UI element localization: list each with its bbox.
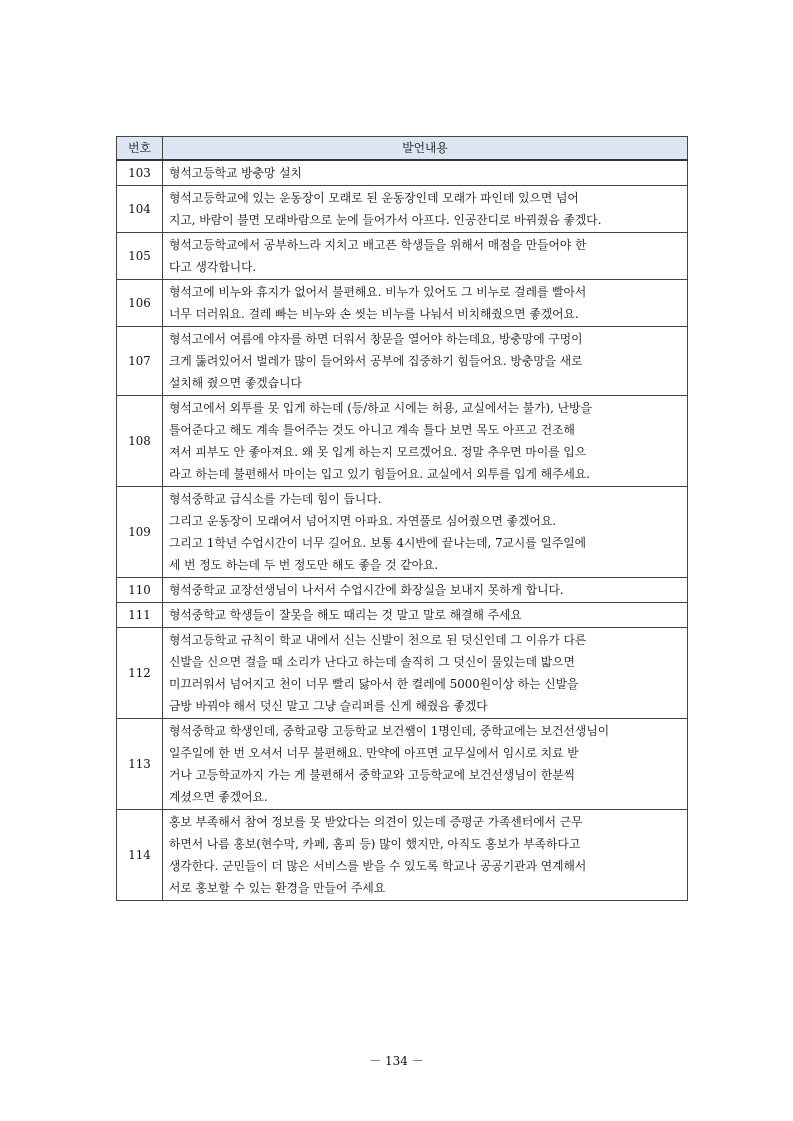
content-line: 계셨으면 좋겠어요. bbox=[169, 790, 268, 804]
content-line: 지고, 바람이 불면 모래바람으로 눈에 들어가서 아프다. 인공잔디로 바꿔줬음 좋겠다. bbox=[169, 213, 602, 227]
opinion-table bbox=[116, 136, 688, 901]
table-row bbox=[117, 719, 688, 810]
content-line: 라고 하는데 불편해서 마이는 입고 있기 힘들어요. 교실에서 외투를 입게 해주세요. bbox=[169, 467, 591, 481]
row-number: 103 bbox=[117, 160, 163, 186]
content-line: 형석고등학교에 있는 운동장이 모래로 된 운동장인데 모래가 파인데 있으면 넘어 bbox=[169, 191, 579, 205]
table-body bbox=[117, 160, 688, 901]
content-line: 져서 피부도 안 좋아져요. 왜 못 입게 하는지 모르겠어요. 정말 추우면 마이를 입으 bbox=[169, 445, 587, 459]
row-number: 109 bbox=[117, 487, 163, 578]
content-line: 형석고등학교에서 공부하느라 지치고 배고픈 학생들을 위해서 매점을 만들어야 한 bbox=[169, 238, 587, 252]
row-content bbox=[163, 280, 688, 327]
content-line: 금방 바꿔야 해서 덧신 말고 그냥 슬리퍼를 신게 해줬음 좋겠다 bbox=[169, 699, 488, 713]
content-line: 하면서 나름 홍보(현수막, 카페, 홈피 등) 많이 했지만, 아직도 홍보가 부족하다고 bbox=[169, 837, 581, 851]
table-row bbox=[117, 280, 688, 327]
content-line: 신발을 신으면 걸을 때 소리가 난다고 하는데 솔직히 그 덧신이 물있는데 밟으면 bbox=[169, 655, 575, 669]
content-line: 너무 더러워요. 걸레 빠는 비누와 손 씻는 비누를 나눠서 비치해줬으면 좋겠어요. bbox=[169, 307, 579, 321]
content-line: 설치해 줬으면 좋겠습니다 bbox=[169, 376, 302, 390]
content-line: 형석고등학교 규칙이 학교 내에서 신는 신발이 천으로 된 덧신인데 그 이유가 다른 bbox=[169, 633, 587, 647]
row-number: 104 bbox=[117, 186, 163, 233]
row-number: 106 bbox=[117, 280, 163, 327]
table-row bbox=[117, 810, 688, 901]
row-content bbox=[163, 396, 688, 487]
row-content bbox=[163, 578, 688, 603]
content-line: 미끄러워서 넘어지고 천이 너무 빨리 닳아서 한 켤레에 5000원이상 하는 신발을 bbox=[169, 677, 579, 691]
table-row bbox=[117, 396, 688, 487]
row-number: 111 bbox=[117, 603, 163, 628]
row-content bbox=[163, 233, 688, 280]
header-content: 발언내용 bbox=[163, 137, 688, 161]
row-content bbox=[163, 186, 688, 233]
row-number: 107 bbox=[117, 327, 163, 396]
content-line: 그리고 운동장이 모래여서 넘어지면 아파요. 자연풀로 심어줬으면 좋겠어요. bbox=[169, 514, 557, 528]
content-line: 형석고에 비누와 휴지가 없어서 불편해요. 비누가 있어도 그 비누로 걸레를 빨아서 bbox=[169, 285, 587, 299]
row-number: 114 bbox=[117, 810, 163, 901]
content-line: 형석중학교 학생들이 잘못을 해도 때리는 것 말고 말로 해결해 주세요 bbox=[169, 608, 522, 622]
row-number: 108 bbox=[117, 396, 163, 487]
content-line: 세 번 정도 하는데 두 번 정도만 해도 좋을 것 같아요. bbox=[169, 558, 439, 572]
table-row bbox=[117, 578, 688, 603]
table-row bbox=[117, 628, 688, 719]
row-content bbox=[163, 810, 688, 901]
content-line: 다고 생각합니다. bbox=[169, 260, 257, 274]
row-content bbox=[163, 628, 688, 719]
table-row bbox=[117, 160, 688, 186]
row-number: 105 bbox=[117, 233, 163, 280]
content-line: 홍보 부족해서 참여 정보를 못 받았다는 의견이 있는데 증평군 가족센터에서 근무 bbox=[169, 815, 583, 829]
row-content bbox=[163, 160, 688, 186]
content-line: 그리고 1학년 수업시간이 너무 길어요. 보통 4시반에 끝나는데, 7교시를 일주일에 bbox=[169, 536, 587, 550]
content-line: 형석고등학교 방충망 설치 bbox=[169, 166, 302, 180]
row-number: 110 bbox=[117, 578, 163, 603]
table-row bbox=[117, 327, 688, 396]
row-content bbox=[163, 719, 688, 810]
content-line: 형석고에서 여름에 야자를 하면 더워서 창문을 열어야 하는데요, 방충망에 구멍이 bbox=[169, 332, 583, 346]
row-content bbox=[163, 327, 688, 396]
row-content bbox=[163, 603, 688, 628]
table-row bbox=[117, 186, 688, 233]
table-row bbox=[117, 233, 688, 280]
content-line: 형석고에서 외투를 못 입게 하는데 (등/하교 시에는 허용, 교실에서는 불가), 난방을 bbox=[169, 401, 592, 415]
row-number: 113 bbox=[117, 719, 163, 810]
content-line: 형석중학교 급식소를 가는데 힘이 듭니다. bbox=[169, 492, 382, 506]
content-line: 생각한다. 군민들이 더 많은 서비스를 받을 수 있도록 학교나 공공기관과 연계해서 bbox=[169, 859, 587, 873]
content-line: 서로 홍보할 수 있는 환경을 만들어 주세요 bbox=[169, 881, 386, 895]
table-row bbox=[117, 487, 688, 578]
row-content bbox=[163, 487, 688, 578]
content-line: 틀어준다고 해도 계속 틀어주는 것도 아니고 계속 틀다 보면 목도 아프고 건조해 bbox=[169, 423, 575, 437]
table-row bbox=[117, 603, 688, 628]
row-number: 112 bbox=[117, 628, 163, 719]
table-header-row bbox=[117, 137, 688, 161]
content-line: 크게 뚫려있어서 벌레가 많이 들어와서 공부에 집중하기 힘들어요. 방충망을 새로 bbox=[169, 354, 583, 368]
content-line: 형석중학교 학생인데, 중학교랑 고등학교 보건쌤이 1명인데, 중학교에는 보건선생님이 bbox=[169, 724, 610, 738]
content-line: 형석중학교 교장선생님이 나서서 수업시간에 화장실을 보내지 못하게 합니다. bbox=[169, 583, 564, 597]
content-line: 일주일에 한 번 오셔서 너무 불편해요. 만약에 아프면 교무실에서 임시로 치료 받 bbox=[169, 746, 579, 760]
header-number: 번호 bbox=[117, 137, 163, 161]
content-line: 거나 고등학교까지 가는 게 불편해서 중학교와 고등학교에 보건선생님이 한분씩 bbox=[169, 768, 576, 782]
page-number: － 134 － bbox=[369, 1054, 424, 1068]
